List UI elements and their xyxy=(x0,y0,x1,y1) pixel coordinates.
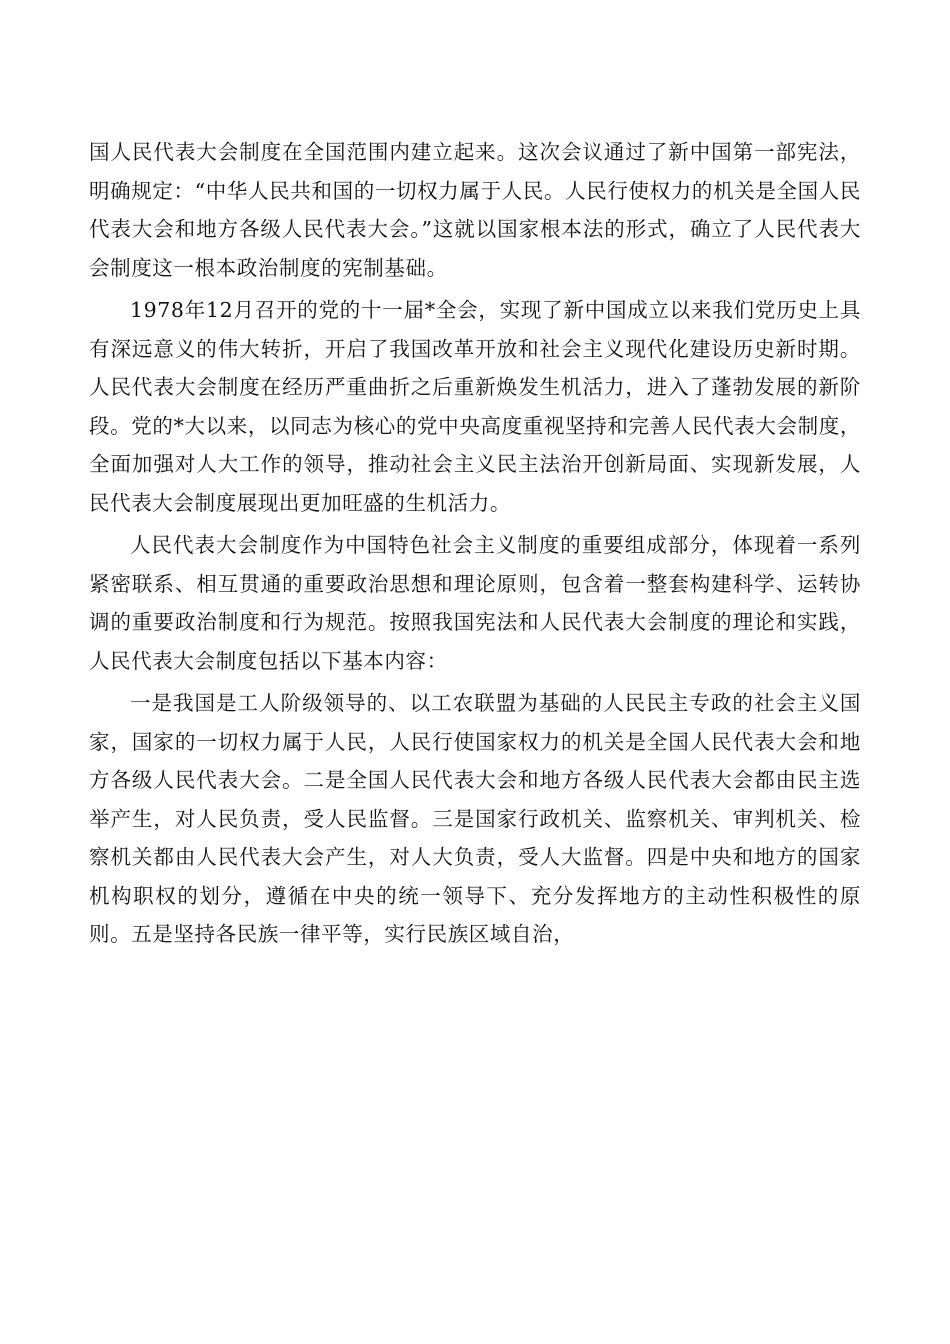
paragraph: 人民代表大会制度作为中国特色社会主义制度的重要组成部分，体现着一系列紧密联系、相互贯通的重要政治思想和理论原则，包含着一整套构建科学、运转协调的重要政治制度和行为规范。按照我国宪法和人民代表大会制度的理论和实践，人民代表大会制度包括以下基本内容： xyxy=(89,533,861,673)
paragraph-continued: 国人民代表大会制度在全国范围内建立起来。这次会议通过了新中国第一部宪法，明确规定：“中华人民共和国的一切权力属于人民。人民行使权力的机关是全国人民代表大会和地方各级人民代表大会。”这就以国家根本法的形式，确立了人民代表大会制度这一根本政治制度的宪制基础。 xyxy=(89,140,861,280)
document-body xyxy=(89,133,861,954)
paragraph: 1978年12月召开的党的十一届*全会，实现了新中国成立以来我们党历史上具有深远意义的伟大转折，开启了我国改革开放和社会主义现代化建设历史新时期。人民代表大会制度在经历严重曲折之后重新焕发生机活力，进入了蓬勃发展的新阶段。党的*大以来，以同志为核心的党中央高度重视坚持和完善人民代表大会制度，全面加强对人大工作的领导，推动社会主义民主法治开创新局面、实现新发展，人民代表大会制度展现出更加旺盛的生机活力。 xyxy=(89,298,861,515)
paragraph: 一是我国是工人阶级领导的、以工农联盟为基础的人民民主专政的社会主义国家，国家的一切权力属于人民，人民行使国家权力的机关是全国人民代表大会和地方各级人民代表大会。二是全国人民代表大会和地方各级人民代表大会都由民主选举产生，对人民负责，受人民监督。三是国家行政机关、监察机关、审判机关、检察机关都由人民代表大会产生，对人大负责，受人大监督。四是中央和地方的国家机构职权的划分，遵循在中央的统一领导下、充分发挥地方的主动性积极性的原则。五是坚持各民族一律平等，实行民族区域自治， xyxy=(89,691,861,946)
